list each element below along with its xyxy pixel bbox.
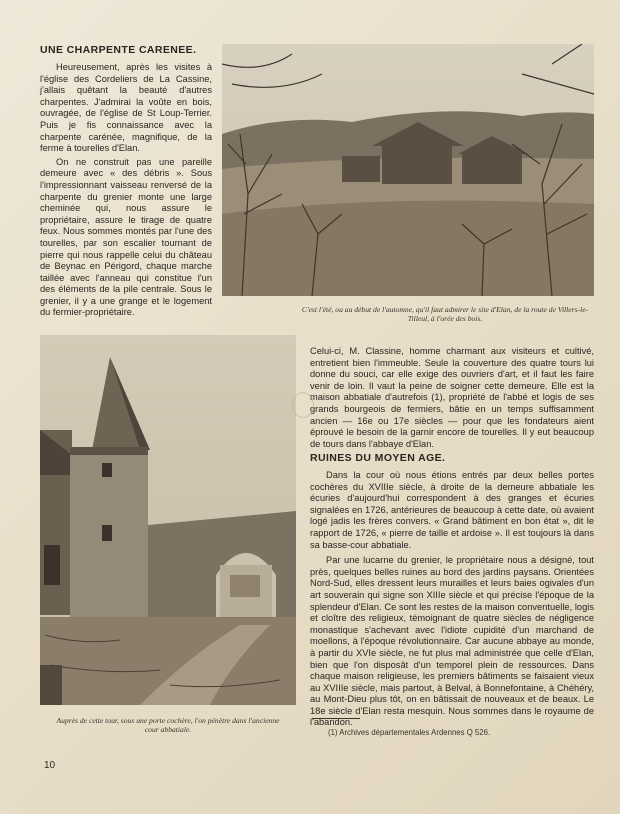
paragraph: Par une lucarne du grenier, le propriétaire nous a désigné, tout près, quelques belles ruines au bord des jardins paysans. Orientées Nord-Sud, elles dressent leurs murailles et leurs baies ogivales d'un art souverain qui signe son XIIIe siècle et qui précise l'époque de la splendeur d'Elan. Ce sont les restes de la maison conventuelle, logis et cloître des religieux, témoignant de quatre siècles de négligence monastique s'achevant avec l'idiote cupidité d'un marchand de moellons, à l'époque révolutionnaire. Car aucune abbaye au monde, à partir du XVIe siècle, ne fut plus mal administrée que celle d'Elan, bien que l'on disposât d'un temporel plein de ressources. Dans chaque maison religieuse, les premiers bâtiments se faisaient vieux au XVIIIe siècle, mais partout, à Belval, à Bonnefontaine, à Chéhéry, au Mont-Dieu plus tôt, on en bâtissait de nouveaux et de beaux. Le 18e siècle d'Elan resta mesquin. Nous sommes dans le royaume de l'abandon. — [310, 555, 594, 728]
footnote: (1) Archives départementales Ardennes Q 526. — [328, 728, 491, 737]
paragraph: Celui-ci, M. Classine, homme charmant aux visiteurs et cultivé, entretient bien l'immeuble. Seule la couverture des quatre tours lui donne du souci, car elle exige des ouvriers d'art, et il faut les faire venir de loin. Il vaut la peine de soigner cette demeure. Elle est la maison abbatiale d'autrefois (1), propriété de l'abbé et logis de ses grands bourgeois de fermiers, bâtie en un temps suffisamment ancien — 16e ou 17e siècles — pour que les fondateurs aient éprouvé le besoin de la garnir encore de tourelles. Il y eut beaucoup de tours dans l'abbaye d'Elan. — [310, 346, 594, 449]
landscape-photo — [222, 44, 594, 296]
text-column-right-bottom — [310, 470, 594, 729]
text-column-left-top — [40, 62, 212, 319]
tower-illustration — [40, 335, 296, 705]
landscape-photo-caption: C'est l'été, ou au début de l'automne, qu'il faut admirer le site d'Elan, de la route de Villers-le-Tilleul, à l'orée des bois. — [301, 305, 589, 323]
landscape-illustration — [222, 44, 594, 296]
paragraph: On ne construit pas une pareille demeure avec « des débris ». Sous l'impressionnant vaisseau renversé de la charpente du grenier monte une large cheminée qui, nous assure le propriétaire, assure le tirage de quatre feux. Nous sommes montés par l'une des tourelles, par son escalier tournant de pierre qui nous rappelle celui du château de Beynac en Périgord, chaque marche taillée avec l'anneau qui constitue l'un des éléments de la pile centrale. Sous le grenier, il y a une grange et le logement du fermier-propriétaire. — [40, 156, 212, 318]
intro-paragraph-right — [310, 346, 594, 450]
tower-photo — [40, 335, 296, 705]
tower-photo-caption: Auprès de cette tour, sous une porte cochère, l'on pénètre dans l'ancienne cour abbatiale. — [56, 716, 280, 734]
section-heading-charpente: UNE CHARPENTE CARENEE. — [40, 44, 197, 56]
page-number: 10 — [44, 760, 56, 771]
library-stamp — [292, 392, 314, 418]
section-heading-ruines: RUINES DU MOYEN AGE. — [310, 452, 446, 464]
paragraph: Heureusement, après les visites à l'église des Cordeliers de La Cassine, j'allais quêtant la beauté d'autres charpentes. J'admirai la voûte en bois, ouvragée, de l'église de St Loup-Terrier. Puis je fis connaissance avec la charpente carénée, magnifique, de la ferme à tourelles d'Elan. — [40, 62, 212, 154]
footnote-divider — [312, 718, 360, 719]
paragraph: Dans la cour où nous étions entrés par deux belles portes cochères du XVIIIe siècle, à droite de la demeure abbatiale les écuries d'aujourd'hui correspondent à des granges et écuries signalées en 1726, antérieures de beaucoup à cette date, où avaient logé jadis les frères convers. « Grand bâtiment en bon état », dit le rapport de 1726, « pierre de taille et ardoise ». Il est toujours là dans sa basse-cour abbatiale. — [310, 470, 594, 550]
